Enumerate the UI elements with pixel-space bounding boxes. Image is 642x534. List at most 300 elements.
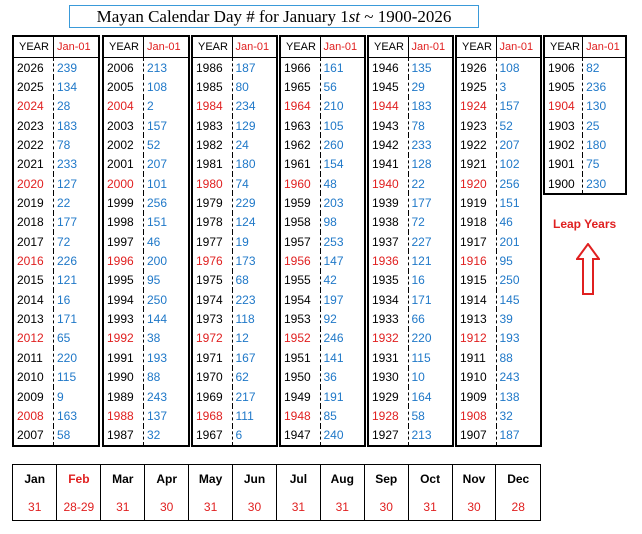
year-cell: 2010 <box>17 370 44 385</box>
day-number-cell: 250 <box>496 271 540 290</box>
day-number-cell: 72 <box>54 232 99 251</box>
day-number-cell: 10 <box>408 368 452 387</box>
jan-01-column-header: Jan-01 <box>232 37 276 58</box>
year-cell: 1933 <box>372 312 399 327</box>
jan-01-column-header: Jan-01 <box>320 37 364 58</box>
year-cell: 2001 <box>107 157 134 172</box>
table-row <box>369 271 452 290</box>
month-days-cell: 30 <box>364 493 408 521</box>
day-number-cell: 82 <box>583 58 625 78</box>
leap-year-cell: 1972 <box>196 331 223 346</box>
table-row <box>457 155 540 174</box>
table-row <box>14 348 98 367</box>
table-row <box>457 58 540 78</box>
day-number-cell: 157 <box>496 97 540 116</box>
leap-year-cell: 1980 <box>196 176 223 191</box>
year-cell: 1997 <box>107 234 134 249</box>
table-row <box>104 58 188 78</box>
table-row <box>369 97 452 116</box>
leap-year-cell: 1904 <box>548 99 575 114</box>
day-number-cell: 39 <box>496 309 540 328</box>
table-row <box>104 232 188 251</box>
day-number-cell: 58 <box>54 426 99 445</box>
table-row <box>104 135 188 154</box>
year-cell: 1905 <box>548 80 575 95</box>
table-row <box>457 406 540 425</box>
year-cell: 1913 <box>460 312 487 327</box>
year-cell: 1950 <box>284 370 311 385</box>
year-cell: 1901 <box>548 157 575 172</box>
table-row <box>14 387 98 406</box>
day-number-cell: 223 <box>232 290 276 309</box>
year-cell: 1900 <box>548 176 575 191</box>
day-number-cell: 2 <box>144 97 189 116</box>
year-cell: 2005 <box>107 80 134 95</box>
table-row <box>457 309 540 328</box>
year-cell: 1947 <box>284 428 311 443</box>
table-row <box>457 271 540 290</box>
year-cell: 1978 <box>196 215 223 230</box>
table-row <box>14 135 98 154</box>
year-cell: 1930 <box>372 370 399 385</box>
table-row <box>14 251 98 270</box>
table-row <box>193 232 276 251</box>
table-row <box>457 348 540 367</box>
month-name-cell: Aug <box>320 465 364 493</box>
table-row <box>545 116 625 135</box>
day-number-cell: 88 <box>144 368 189 387</box>
table-row <box>14 155 98 174</box>
year-cell: 1991 <box>107 350 134 365</box>
day-number-cell: 183 <box>54 116 99 135</box>
table-row <box>281 58 364 78</box>
day-number-cell: 157 <box>144 116 189 135</box>
year-cell: 1975 <box>196 273 223 288</box>
day-number-cell: 256 <box>144 193 189 212</box>
leap-year-cell: 1988 <box>107 408 134 423</box>
table-row <box>193 406 276 425</box>
year-cell: 1949 <box>284 389 311 404</box>
day-number-cell: 3 <box>496 77 540 96</box>
day-number-cell: 134 <box>54 77 99 96</box>
table-row <box>281 329 364 348</box>
year-cell: 1987 <box>107 428 134 443</box>
year-cell: 1993 <box>107 312 134 327</box>
month-name-cell: Nov <box>452 465 496 493</box>
year-cell: 1970 <box>196 370 223 385</box>
table-row <box>281 368 364 387</box>
day-number-cell: 193 <box>144 348 189 367</box>
year-cell: 1941 <box>372 157 399 172</box>
table-row <box>193 174 276 193</box>
table-row <box>104 97 188 116</box>
day-number-cell: 28 <box>54 97 99 116</box>
day-number-cell: 200 <box>144 251 189 270</box>
day-number-cell: 25 <box>583 116 625 135</box>
table-row <box>281 251 364 270</box>
day-number-cell: 29 <box>408 77 452 96</box>
day-number-cell: 147 <box>320 251 364 270</box>
day-number-cell: 72 <box>408 213 452 232</box>
table-row <box>14 97 98 116</box>
year-cell: 1962 <box>284 138 311 153</box>
day-number-cell: 207 <box>496 135 540 154</box>
month-days-cell: 30 <box>233 493 277 521</box>
year-cell: 1953 <box>284 312 311 327</box>
year-cell: 1939 <box>372 196 399 211</box>
day-number-cell: 256 <box>496 174 540 193</box>
table-row <box>457 97 540 116</box>
month-days-cell: 31 <box>408 493 452 521</box>
table-row <box>104 193 188 212</box>
leap-year-cell: 1976 <box>196 254 223 269</box>
month-days-cell: 30 <box>452 493 496 521</box>
year-cell: 1959 <box>284 196 311 211</box>
title-text: Mayan Calendar Day # for January 1 <box>96 7 349 26</box>
day-number-cell: 151 <box>496 193 540 212</box>
day-number-cell: 68 <box>232 271 276 290</box>
year-cell: 1903 <box>548 118 575 133</box>
year-cell: 1967 <box>196 428 223 443</box>
table-row <box>457 387 540 406</box>
leap-year-cell: 1932 <box>372 331 399 346</box>
year-cell: 1914 <box>460 292 487 307</box>
table-header-row <box>193 37 276 58</box>
day-number-cell: 65 <box>54 329 99 348</box>
leap-year-cell: 1920 <box>460 176 487 191</box>
table-header-row <box>281 37 364 58</box>
day-number-cell: 46 <box>144 232 189 251</box>
year-cell: 1918 <box>460 215 487 230</box>
table-header-row <box>14 37 98 58</box>
day-number-cell: 193 <box>496 329 540 348</box>
table-row <box>369 232 452 251</box>
day-number-cell: 66 <box>408 309 452 328</box>
year-column-header: YEAR <box>193 37 232 58</box>
table-row <box>104 406 188 425</box>
table-row <box>104 309 188 328</box>
day-number-cell: 144 <box>144 309 189 328</box>
year-cell: 1979 <box>196 196 223 211</box>
day-number-cell: 16 <box>408 271 452 290</box>
month-days-cell: 28 <box>496 493 540 521</box>
year-cell: 1945 <box>372 80 399 95</box>
day-number-cell: 115 <box>54 368 99 387</box>
year-cell: 1917 <box>460 234 487 249</box>
table-row <box>281 406 364 425</box>
up-arrow-icon <box>576 243 600 295</box>
day-number-cell: 121 <box>54 271 99 290</box>
leap-year-cell: 1992 <box>107 331 134 346</box>
day-number-cell: 220 <box>408 329 452 348</box>
month-name-cell: Dec <box>496 465 540 493</box>
leap-years-label: Leap Years <box>553 217 617 231</box>
table-row <box>193 348 276 367</box>
year-table-1 <box>12 35 100 447</box>
month-name-cell: Jan <box>24 472 46 486</box>
year-cell: 1929 <box>372 389 399 404</box>
day-number-cell: 227 <box>408 232 452 251</box>
day-number-cell: 52 <box>144 135 189 154</box>
day-number-cell: 62 <box>232 368 276 387</box>
day-number-cell: 151 <box>144 213 189 232</box>
month-name-cell: Feb <box>57 465 101 493</box>
leap-year-cell: 1956 <box>284 254 311 269</box>
day-number-cell: 164 <box>408 387 452 406</box>
year-cell: 1999 <box>107 196 134 211</box>
year-cell: 1994 <box>107 292 134 307</box>
month-days-cell: 31 <box>101 493 145 521</box>
day-number-cell: 253 <box>320 232 364 251</box>
year-cell: 1971 <box>196 350 223 365</box>
day-number-cell: 220 <box>54 348 99 367</box>
table-row <box>14 271 98 290</box>
year-cell: 1957 <box>284 234 311 249</box>
day-number-cell: 250 <box>144 290 189 309</box>
year-cell: 2014 <box>17 292 44 307</box>
year-cell: 2019 <box>17 196 44 211</box>
table-row <box>369 135 452 154</box>
year-cell: 1954 <box>284 292 311 307</box>
day-number-cell: 102 <box>496 155 540 174</box>
table-header-row <box>369 37 452 58</box>
year-cell: 1911 <box>460 350 486 365</box>
table-row <box>104 348 188 367</box>
leap-year-cell: 2016 <box>17 254 44 269</box>
year-table-3 <box>191 35 278 447</box>
month-name-cell: May <box>189 465 233 493</box>
year-cell: 1982 <box>196 138 223 153</box>
table-row <box>457 174 540 193</box>
day-number-cell: 130 <box>583 97 625 116</box>
year-cell: 1998 <box>107 215 134 230</box>
year-cell: 1942 <box>372 138 399 153</box>
day-number-cell: 213 <box>144 58 189 78</box>
table-row <box>193 58 276 78</box>
table-row <box>104 290 188 309</box>
table-row <box>457 116 540 135</box>
year-cell: 2002 <box>107 138 134 153</box>
day-number-cell: 234 <box>232 97 276 116</box>
day-number-cell: 197 <box>320 290 364 309</box>
day-number-cell: 32 <box>496 406 540 425</box>
day-number-cell: 98 <box>320 213 364 232</box>
day-number-cell: 183 <box>408 97 452 116</box>
day-number-cell: 124 <box>232 213 276 232</box>
table-row <box>104 271 188 290</box>
year-cell: 1934 <box>372 292 399 307</box>
day-number-cell: 229 <box>232 193 276 212</box>
table-row <box>281 387 364 406</box>
jan-01-column-header: Jan-01 <box>583 37 625 58</box>
year-cell: 1906 <box>548 60 575 75</box>
day-number-cell: 177 <box>54 213 99 232</box>
year-cell: 1910 <box>460 370 487 385</box>
year-cell: 1925 <box>460 80 487 95</box>
day-number-cell: 161 <box>320 58 364 78</box>
table-row <box>193 97 276 116</box>
table-row <box>104 174 188 193</box>
year-cell: 1935 <box>372 273 399 288</box>
table-row <box>457 213 540 232</box>
table-row <box>193 77 276 96</box>
table-row <box>369 193 452 212</box>
month-days-cell: 31 <box>276 493 320 521</box>
year-cell: 1981 <box>196 157 223 172</box>
day-number-cell: 78 <box>408 116 452 135</box>
table-row <box>281 155 364 174</box>
table-row <box>14 290 98 309</box>
day-number-cell: 226 <box>54 251 99 270</box>
day-number-cell: 52 <box>496 116 540 135</box>
table-row <box>193 271 276 290</box>
table-row <box>281 116 364 135</box>
day-number-cell: 217 <box>232 387 276 406</box>
table-row <box>14 58 98 78</box>
table-row <box>281 426 364 445</box>
year-cell: 1937 <box>372 234 399 249</box>
day-number-cell: 16 <box>54 290 99 309</box>
leap-year-cell: 1964 <box>284 99 311 114</box>
leap-year-cell: 1960 <box>284 176 311 191</box>
year-cell: 2013 <box>17 312 44 327</box>
month-name-cell: Jun <box>233 465 277 493</box>
table-row <box>369 309 452 328</box>
table-row <box>369 406 452 425</box>
table-row <box>193 426 276 445</box>
day-number-cell: 260 <box>320 135 364 154</box>
table-row <box>369 174 452 193</box>
leap-year-cell: 1928 <box>372 408 399 423</box>
day-number-cell: 22 <box>408 174 452 193</box>
day-number-cell: 138 <box>496 387 540 406</box>
day-number-cell: 213 <box>408 426 452 445</box>
day-number-cell: 240 <box>320 426 364 445</box>
day-number-cell: 12 <box>232 329 276 348</box>
table-row <box>104 116 188 135</box>
title-ordinal: st <box>348 7 361 26</box>
year-cell: 2015 <box>17 273 44 288</box>
month-days-row <box>13 493 540 521</box>
table-row <box>457 426 540 445</box>
table-row <box>545 77 625 96</box>
table-row <box>104 155 188 174</box>
year-cell: 1977 <box>196 234 223 249</box>
day-number-cell: 9 <box>54 387 99 406</box>
table-row <box>369 77 452 96</box>
leap-year-cell: 2024 <box>17 99 44 114</box>
table-row <box>14 213 98 232</box>
leap-year-cell: 2004 <box>107 99 134 114</box>
leap-year-cell: 1984 <box>196 99 223 114</box>
year-cell: 1985 <box>196 80 223 95</box>
day-number-cell: 203 <box>320 193 364 212</box>
title-range: ~ 1900-2026 <box>360 7 452 26</box>
day-number-cell: 180 <box>232 155 276 174</box>
leap-year-cell: 2020 <box>17 176 44 191</box>
month-days-cell: 30 <box>145 493 189 521</box>
table-row <box>14 77 98 96</box>
day-number-cell: 88 <box>496 348 540 367</box>
month-name-cell: Apr <box>145 465 189 493</box>
table-row <box>281 309 364 328</box>
table-row <box>369 426 452 445</box>
year-cell: 1951 <box>284 350 311 365</box>
table-row <box>14 426 98 445</box>
table-row <box>457 251 540 270</box>
day-number-cell: 171 <box>408 290 452 309</box>
table-row <box>545 58 625 78</box>
day-number-cell: 48 <box>320 174 364 193</box>
year-cell: 2017 <box>17 234 44 249</box>
table-row <box>369 329 452 348</box>
table-row <box>457 368 540 387</box>
table-row <box>193 116 276 135</box>
table-row <box>14 406 98 425</box>
year-cell: 1909 <box>460 389 487 404</box>
table-row <box>369 58 452 78</box>
day-number-cell: 38 <box>144 329 189 348</box>
table-row <box>281 213 364 232</box>
table-row <box>281 271 364 290</box>
month-days-cell: 31 <box>189 493 233 521</box>
table-row <box>457 329 540 348</box>
table-row <box>457 232 540 251</box>
leap-year-cell: 1996 <box>107 254 134 269</box>
leap-year-cell: 1908 <box>460 408 487 423</box>
year-column-header: YEAR <box>457 37 496 58</box>
table-row <box>104 251 188 270</box>
year-cell: 1943 <box>372 118 399 133</box>
day-number-cell: 108 <box>496 58 540 78</box>
table-row <box>193 329 276 348</box>
page-title <box>69 5 479 28</box>
day-number-cell: 163 <box>54 406 99 425</box>
year-cell: 1902 <box>548 138 575 153</box>
year-cell: 2021 <box>17 157 44 172</box>
month-name-cell: Oct <box>408 465 452 493</box>
leap-year-cell: 2008 <box>17 408 44 423</box>
leap-year-cell: 1968 <box>196 408 223 423</box>
table-row <box>281 97 364 116</box>
year-table-4 <box>279 35 366 447</box>
table-row <box>193 251 276 270</box>
day-number-cell: 201 <box>496 232 540 251</box>
table-row <box>545 97 625 116</box>
day-number-cell: 121 <box>408 251 452 270</box>
year-table-5 <box>367 35 454 447</box>
table-row <box>369 348 452 367</box>
year-table-6 <box>455 35 542 447</box>
table-row <box>369 290 452 309</box>
day-number-cell: 32 <box>144 426 189 445</box>
table-row <box>545 155 625 174</box>
day-number-cell: 105 <box>320 116 364 135</box>
day-number-cell: 78 <box>54 135 99 154</box>
day-number-cell: 6 <box>232 426 276 445</box>
month-names-row <box>13 465 540 493</box>
day-number-cell: 19 <box>232 232 276 251</box>
day-number-cell: 127 <box>54 174 99 193</box>
table-header-row <box>545 37 625 58</box>
day-number-cell: 171 <box>54 309 99 328</box>
leap-year-cell: 1940 <box>372 176 399 191</box>
table-row <box>193 213 276 232</box>
table-row <box>545 174 625 193</box>
year-column-header: YEAR <box>369 37 408 58</box>
table-row <box>281 290 364 309</box>
table-row <box>369 213 452 232</box>
